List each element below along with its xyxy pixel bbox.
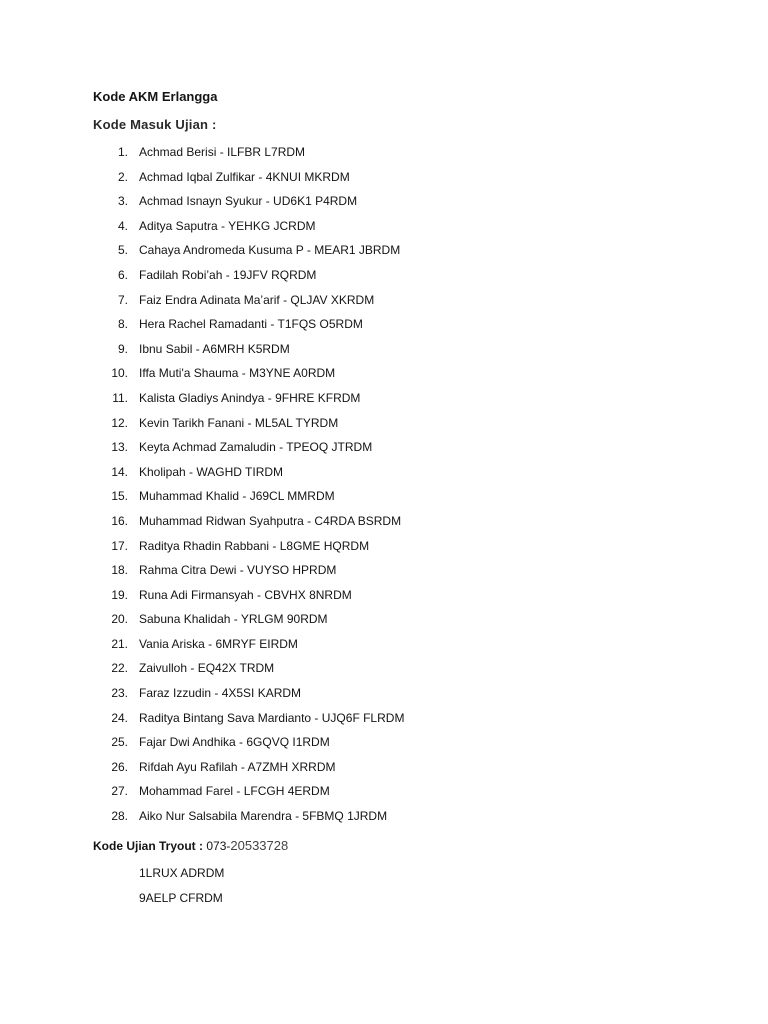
list-item-text: Kholipah - WAGHD TIRDM [139, 464, 284, 479]
list-item [0, 509, 768, 534]
list-item-number: 15. [111, 489, 128, 504]
list-item [0, 706, 768, 731]
list-item-number: 25. [111, 735, 128, 750]
list-item-text: Vania Ariska - 6MRYF EIRDM [139, 636, 298, 651]
list-item [0, 386, 768, 411]
list-item-text: Achmad Berisi - ILFBR L7RDM [139, 145, 306, 159]
list-item [0, 140, 768, 165]
list-item-number: 18. [111, 563, 128, 578]
list-item [0, 681, 768, 706]
list-item-text: Muhammad Khalid - J69CL MMRDM [139, 489, 335, 504]
list-item-text: Iffa Muti'a Shauma - M3YNE A0RDM [139, 366, 336, 381]
document-title: Kode AKM Erlangga [93, 89, 218, 104]
list-item [0, 238, 768, 263]
list-item-text: Faiz Endra Adinata Ma’arif - QLJAV XKRDM [139, 292, 375, 307]
list-item [0, 534, 768, 559]
list-item-text: Cahaya Andromeda Kusuma P - MEAR1 JBRDM [139, 243, 401, 258]
list-item [0, 361, 768, 386]
list-item-text: Muhammad Ridwan Syahputra - C4RDA BSRDM [139, 513, 402, 528]
list-item-text: Rahma Citra Dewi - VUYSO HPRDM [139, 563, 337, 578]
list-item-text: Achmad Iqbal Zulfikar - 4KNUI MKRDM [139, 169, 350, 184]
tryout-prefix: 073- [206, 839, 231, 853]
list-item-number: 9. [117, 341, 128, 356]
list-item-number: 8. [117, 317, 128, 332]
list-item-number: 2. [117, 169, 128, 184]
list-item-number: 13. [111, 440, 128, 455]
entry-list [0, 140, 768, 829]
list-item-text: Zaivulloh - EQ42X TRDM [139, 661, 275, 676]
tryout-code: 9AELP CFRDM [139, 891, 223, 905]
list-item-number: 11. [112, 390, 128, 405]
list-item-number: 3. [117, 194, 128, 209]
list-item-text: Keyta Achmad Zamaludin - TPEOQ JTRDM [139, 440, 373, 455]
list-item [0, 558, 768, 583]
list-item-text: Mohammad Farel - LFCGH 4ERDM [139, 784, 330, 799]
tryout-code: 1LRUX ADRDM [139, 866, 225, 880]
list-item-text: Rifdah Ayu Rafilah - A7ZMH XRRDM [139, 759, 336, 774]
list-item-text: Ibnu Sabil - A6MRH K5RDM [139, 341, 290, 356]
list-item-text: Aiko Nur Salsabila Marendra - 5FBMQ 1JRDM [139, 809, 388, 824]
list-item-number: 6. [117, 267, 128, 282]
list-item-text: Hera Rachel Ramadanti - T1FQS O5RDM [139, 317, 363, 332]
list-item-number: 23. [111, 686, 128, 701]
list-item-text: Aditya Saputra - YEHKG JCRDM [139, 218, 316, 233]
entry-heading: Kode Masuk Ujian : [93, 117, 217, 132]
list-item [0, 435, 768, 460]
list-item-number: 10. [111, 366, 128, 381]
list-item [0, 411, 768, 436]
tryout-phone: 20533728 [230, 838, 289, 853]
list-item [0, 263, 768, 288]
list-item-text: Kalista Gladiys Anindya - 9FHRE KFRDM [139, 390, 361, 405]
tryout-code-list [139, 862, 224, 912]
list-item-text: Raditya Bintang Sava Mardianto - UJQ6F FLRDM [139, 710, 405, 725]
list-item [0, 632, 768, 657]
list-item-text: Kevin Tarikh Fanani - ML5AL TYRDM [139, 415, 339, 430]
list-item [0, 804, 768, 829]
list-item-number: 19. [111, 587, 128, 602]
list-item-number: 22. [111, 661, 128, 676]
list-item-number: 28. [111, 809, 128, 824]
list-item [0, 337, 768, 362]
list-item-number: 17. [111, 538, 128, 553]
list-item-number: 7. [117, 292, 128, 307]
list-item [0, 656, 768, 681]
list-item [0, 755, 768, 780]
list-item-number: 16. [111, 513, 128, 528]
list-item-text: Faraz Izzudin - 4X5SI KARDM [139, 686, 302, 701]
list-item-text: Fajar Dwi Andhika - 6GQVQ I1RDM [139, 735, 330, 750]
list-item [0, 189, 768, 214]
list-item-text: Sabuna Khalidah - YRLGM 90RDM [139, 612, 328, 627]
list-item-text: Fadilah Robi’ah - 19JFV RQRDM [139, 267, 317, 282]
list-item-number: 1. [117, 145, 128, 159]
list-item-number: 14. [111, 464, 128, 479]
list-item [0, 583, 768, 608]
tryout-label: Kode Ujian Tryout : [93, 839, 204, 853]
list-item [0, 460, 768, 485]
list-item-number: 27. [111, 784, 128, 799]
list-item [0, 312, 768, 337]
list-item-number: 24. [111, 710, 128, 725]
tryout-row [93, 837, 288, 855]
list-item-number: 26. [111, 759, 128, 774]
list-item-text: Runa Adi Firmansyah - CBVHX 8NRDM [139, 587, 352, 602]
list-item [0, 779, 768, 804]
list-item-number: 5. [117, 243, 128, 258]
list-item [0, 165, 768, 190]
list-item [0, 214, 768, 239]
list-item [0, 288, 768, 313]
list-item-number: 12. [111, 415, 128, 430]
list-item [0, 730, 768, 755]
list-item [0, 607, 768, 632]
list-item-text: Achmad Isnayn Syukur - UD6K1 P4RDM [139, 194, 358, 209]
list-item-text: Raditya Rhadin Rabbani - L8GME HQRDM [139, 538, 370, 553]
list-item-number: 21. [111, 636, 128, 651]
list-item-number: 4. [117, 218, 128, 233]
list-item [0, 484, 768, 509]
list-item-number: 20. [111, 612, 128, 627]
